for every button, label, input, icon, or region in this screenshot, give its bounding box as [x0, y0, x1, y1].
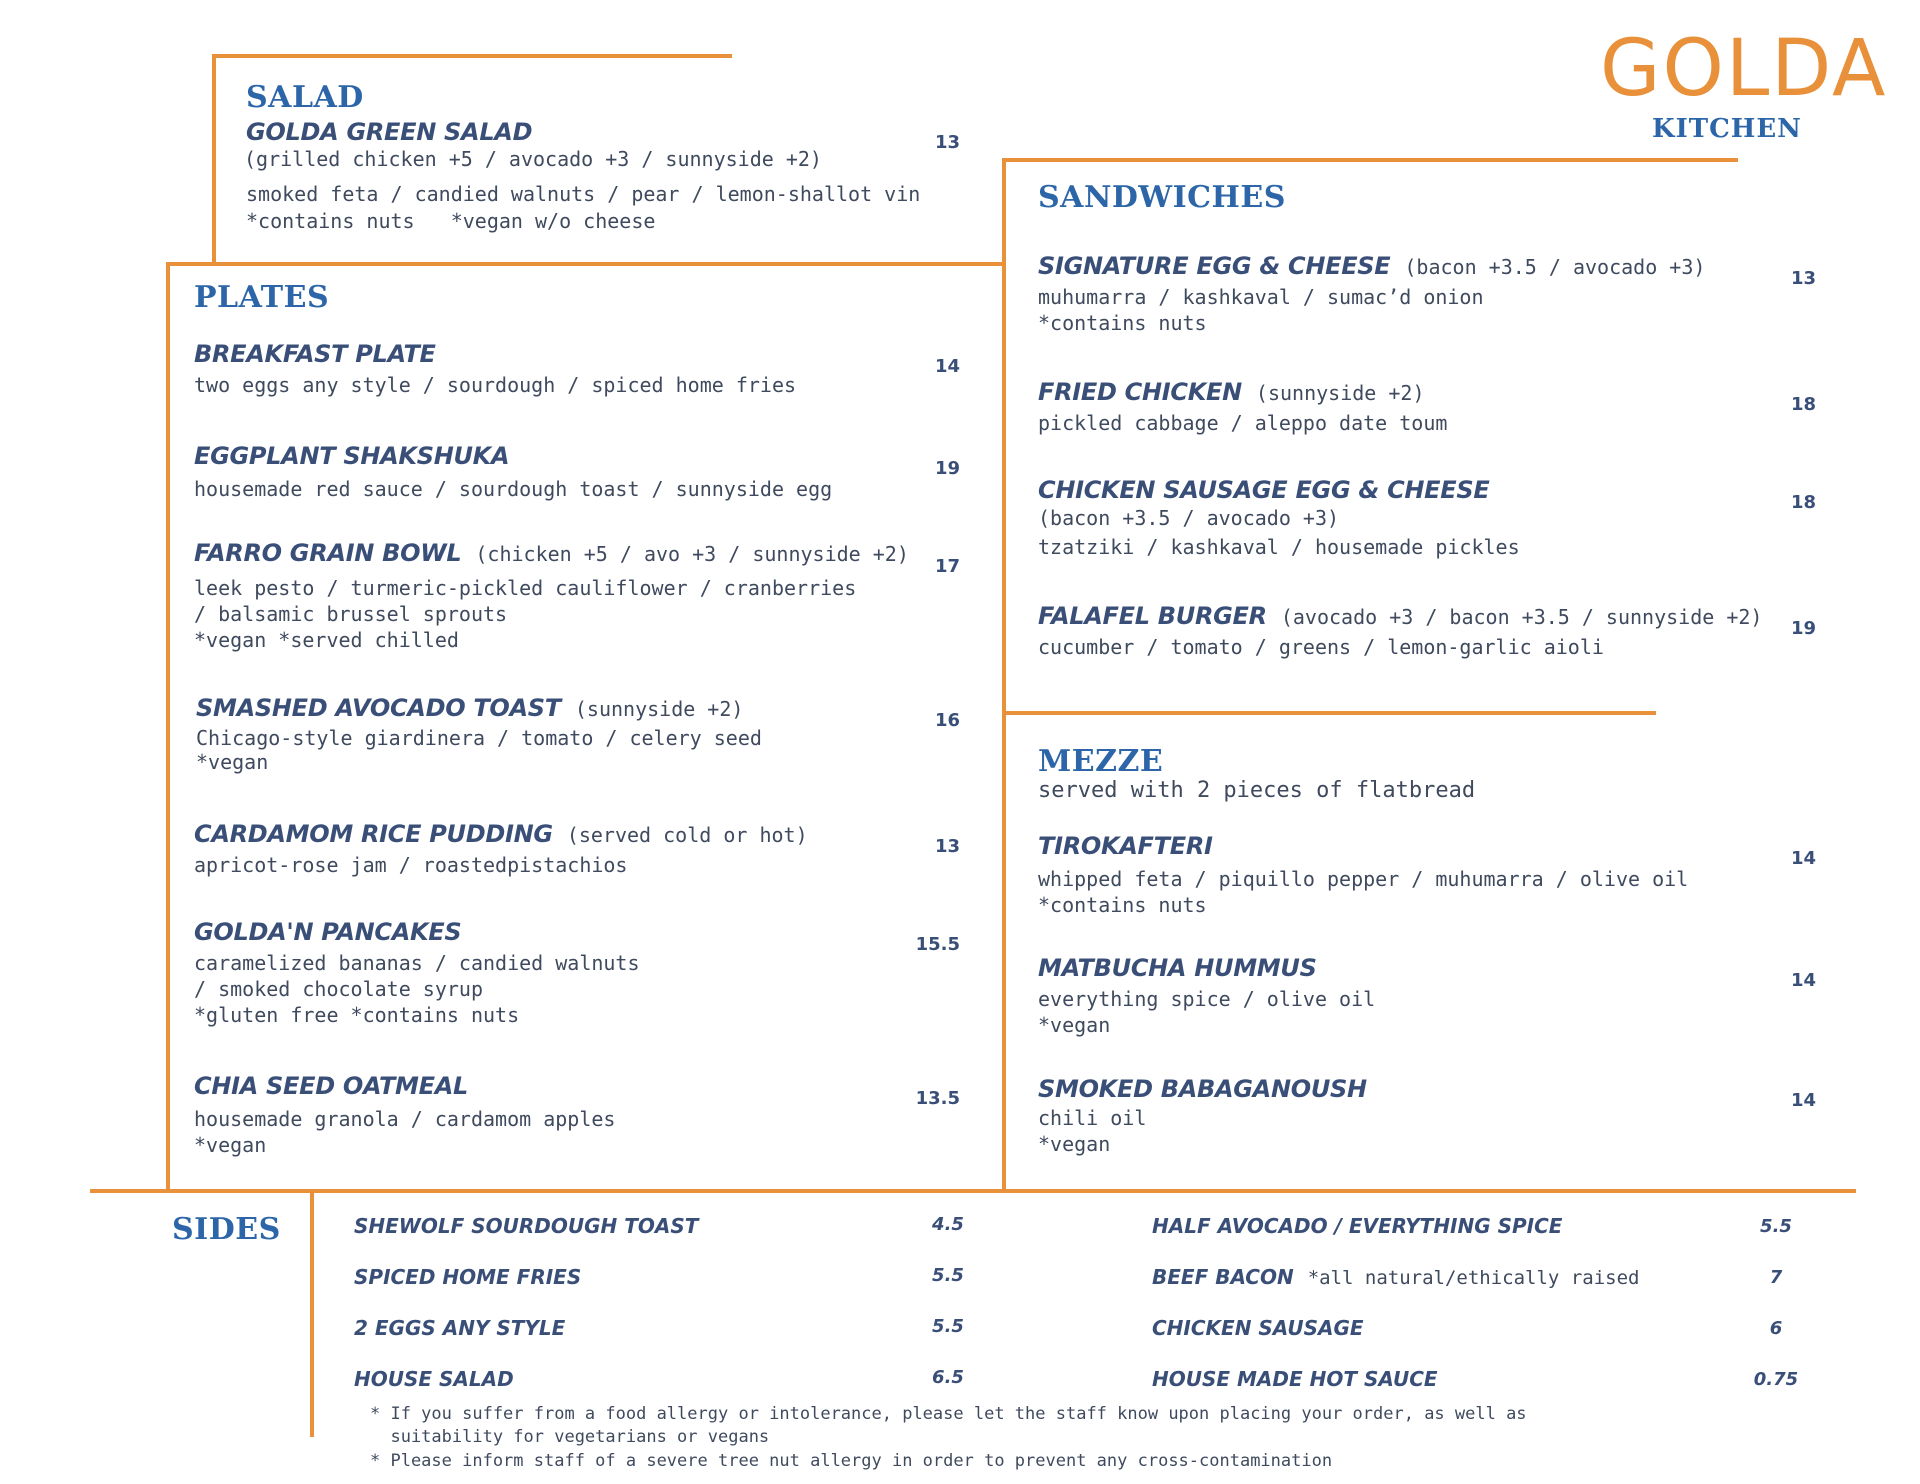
allergy-footnote: * If you suffer from a food allergy or intolerance, please let the staff know upon placing your order, as well as suitability for vegetarians or vegans: [370, 1404, 1527, 1447]
side-item-name: HOUSE SALAD: [354, 1367, 514, 1391]
salad-section-title: SALAD: [246, 80, 364, 115]
menu-item: [194, 539, 909, 653]
side-item-price: 7: [1769, 1267, 1783, 1288]
item-description: pickled cabbage / aleppo date toum: [1038, 411, 1448, 435]
salad-top-border: [212, 54, 732, 58]
item-price: 14: [1790, 970, 1816, 991]
item-description: smoked feta / candied walnuts / pear / lemon-shallot vin: [246, 182, 921, 206]
item-price: 14: [934, 356, 960, 377]
item-description: two eggs any style / sourdough / spiced home fries: [194, 373, 797, 397]
menu-item: [196, 694, 762, 774]
item-modifier: (sunnyside +2): [574, 697, 744, 721]
item-modifier: (bacon +3.5 / avocado +3): [1404, 255, 1706, 279]
item-price: 18: [1790, 394, 1816, 415]
item-description: muhumarra / kashkaval / sumac’d onion *contains nuts: [1038, 285, 1484, 335]
sandwiches-top-border: [1002, 158, 1738, 162]
side-item-name: 2 EGGS ANY STYLE: [354, 1316, 566, 1340]
item-dietary-notes: *contains nuts *vegan w/o cheese: [246, 209, 656, 233]
item-description: whipped feta / piquillo pepper / muhumarra / olive oil *contains nuts: [1038, 867, 1689, 917]
center-divider: [1002, 158, 1006, 1192]
item-modifier: (chicken +5 / avo +3 / sunnyside +2): [475, 542, 909, 566]
side-item-price: 5.5: [932, 1265, 964, 1286]
mezze-section-title: MEZZE: [1038, 744, 1164, 779]
item-description: cucumber / tomato / greens / lemon-garlic aioli: [1038, 635, 1604, 659]
item-name: SMOKED BABAGANOUSH: [1038, 1075, 1367, 1103]
salad-left-border: [212, 54, 216, 264]
item-description: caramelized bananas / candied walnuts / smoked chocolate syrup *gluten free *contains nuts: [194, 951, 640, 1027]
item-name: CHIA SEED OATMEAL: [194, 1072, 469, 1100]
menu-item: [194, 918, 640, 1028]
item-modifier: (grilled chicken +5 / avocado +3 / sunnyside +2): [244, 147, 822, 171]
item-description: chili oil *vegan: [1038, 1106, 1147, 1156]
item-name: FARRO GRAIN BOWL: [194, 539, 462, 567]
side-item-note: *all natural/ethically raised: [1307, 1267, 1640, 1289]
side-item-price: 6.5: [932, 1367, 964, 1388]
item-price: 19: [934, 458, 960, 479]
side-item-label: BEEF BACON: [1152, 1265, 1294, 1289]
item-name: FRIED CHICKEN: [1038, 378, 1242, 406]
item-name: EGGPLANT SHAKSHUKA: [194, 442, 510, 470]
side-item-price: 5.5: [932, 1316, 964, 1337]
item-price: 14: [1790, 1090, 1816, 1111]
item-description: Chicago-style giardinera / tomato / celery seed *vegan: [196, 726, 762, 774]
mezze-subtitle: served with 2 pieces of flatbread: [1038, 778, 1476, 803]
item-name: BREAKFAST PLATE: [194, 340, 436, 368]
item-price: 18: [1790, 492, 1816, 513]
item-modifier: (served cold or hot): [566, 823, 808, 847]
logo-wordmark: GOLDA: [1600, 24, 1888, 114]
item-description: (bacon +3.5 / avocado +3) tzatziki / kashkaval / housemade pickles: [1038, 506, 1520, 559]
item-price: 15.5: [915, 934, 960, 955]
item-price: 17: [934, 556, 960, 577]
item-name: GOLDA GREEN SALAD: [246, 118, 533, 146]
item-price: 13: [934, 836, 960, 857]
item-name: MATBUCHA HUMMUS: [1038, 954, 1317, 982]
item-description: leek pesto / turmeric-pickled cauliflower / cranberries / balsamic brussel sprouts *vegan *served chilled: [194, 576, 857, 652]
item-name: TIROKAFTERI: [1038, 832, 1213, 860]
side-item-price: 6: [1769, 1318, 1783, 1339]
item-name: CHICKEN SAUSAGE EGG & CHEESE: [1038, 476, 1490, 504]
item-name: CARDAMOM RICE PUDDING: [194, 820, 553, 848]
item-price: 13: [1790, 268, 1816, 289]
menu-item: [194, 820, 808, 878]
sides-section-title: SIDES: [172, 1212, 281, 1247]
menu-item: [194, 442, 832, 502]
menu-item: [1038, 954, 1375, 1038]
side-item-name: HOUSE MADE HOT SAUCE: [1152, 1367, 1438, 1391]
item-name: FALAFEL BURGER: [1038, 602, 1267, 630]
item-description: apricot-rose jam / roastedpistachios: [194, 853, 628, 877]
menu-item: [1038, 252, 1705, 336]
side-item-name: [1152, 1265, 1639, 1289]
menu-item: [1038, 832, 1688, 918]
logo-subtitle: KITCHEN: [1652, 114, 1802, 144]
sides-left-divider: [310, 1189, 314, 1437]
item-description: housemade granola / cardamom apples *vegan: [194, 1107, 616, 1157]
side-item-price: 5.5: [1760, 1216, 1792, 1237]
item-price: 13: [934, 132, 960, 153]
item-name: SIGNATURE EGG & CHEESE: [1038, 252, 1391, 280]
item-price: 14: [1790, 848, 1816, 869]
menu-item: [194, 340, 796, 398]
item-modifier: (avocado +3 / bacon +3.5 / sunnyside +2): [1280, 605, 1763, 629]
side-item-name: SHEWOLF SOURDOUGH TOAST: [354, 1214, 699, 1238]
item-description: housemade red sauce / sourdough toast / sunnyside egg: [194, 477, 833, 501]
menu-item: [1038, 476, 1520, 562]
nut-allergy-footnote: * Please inform staff of a severe tree nut allergy in order to prevent any cross-contamination: [370, 1451, 1333, 1471]
item-price: 19: [1790, 618, 1816, 639]
plates-top-border: [166, 262, 1004, 266]
menu-item: [246, 118, 920, 234]
side-item-price: 0.75: [1753, 1369, 1799, 1390]
sides-top-border: [90, 1189, 1856, 1193]
item-price: 13.5: [915, 1088, 960, 1109]
plates-left-border: [166, 262, 170, 1190]
side-item-price: 4.5: [932, 1214, 964, 1235]
plates-section-title: PLATES: [194, 280, 330, 315]
menu-item: [194, 1072, 615, 1158]
side-item-name: SPICED HOME FRIES: [354, 1265, 582, 1289]
item-price: 16: [934, 710, 960, 731]
side-item-name: CHICKEN SAUSAGE: [1152, 1316, 1364, 1340]
mezze-top-border: [1002, 711, 1656, 715]
item-name: GOLDA'N PANCAKES: [194, 918, 462, 946]
menu-item: [1038, 378, 1447, 436]
item-name: SMASHED AVOCADO TOAST: [196, 694, 561, 722]
menu-item: [1038, 602, 1762, 660]
item-description: everything spice / olive oil *vegan: [1038, 987, 1376, 1037]
item-modifier: (sunnyside +2): [1255, 381, 1425, 405]
side-item-name: HALF AVOCADO / EVERYTHING SPICE: [1152, 1214, 1563, 1238]
menu-item: [1038, 1075, 1367, 1157]
sandwiches-section-title: SANDWICHES: [1038, 180, 1286, 215]
